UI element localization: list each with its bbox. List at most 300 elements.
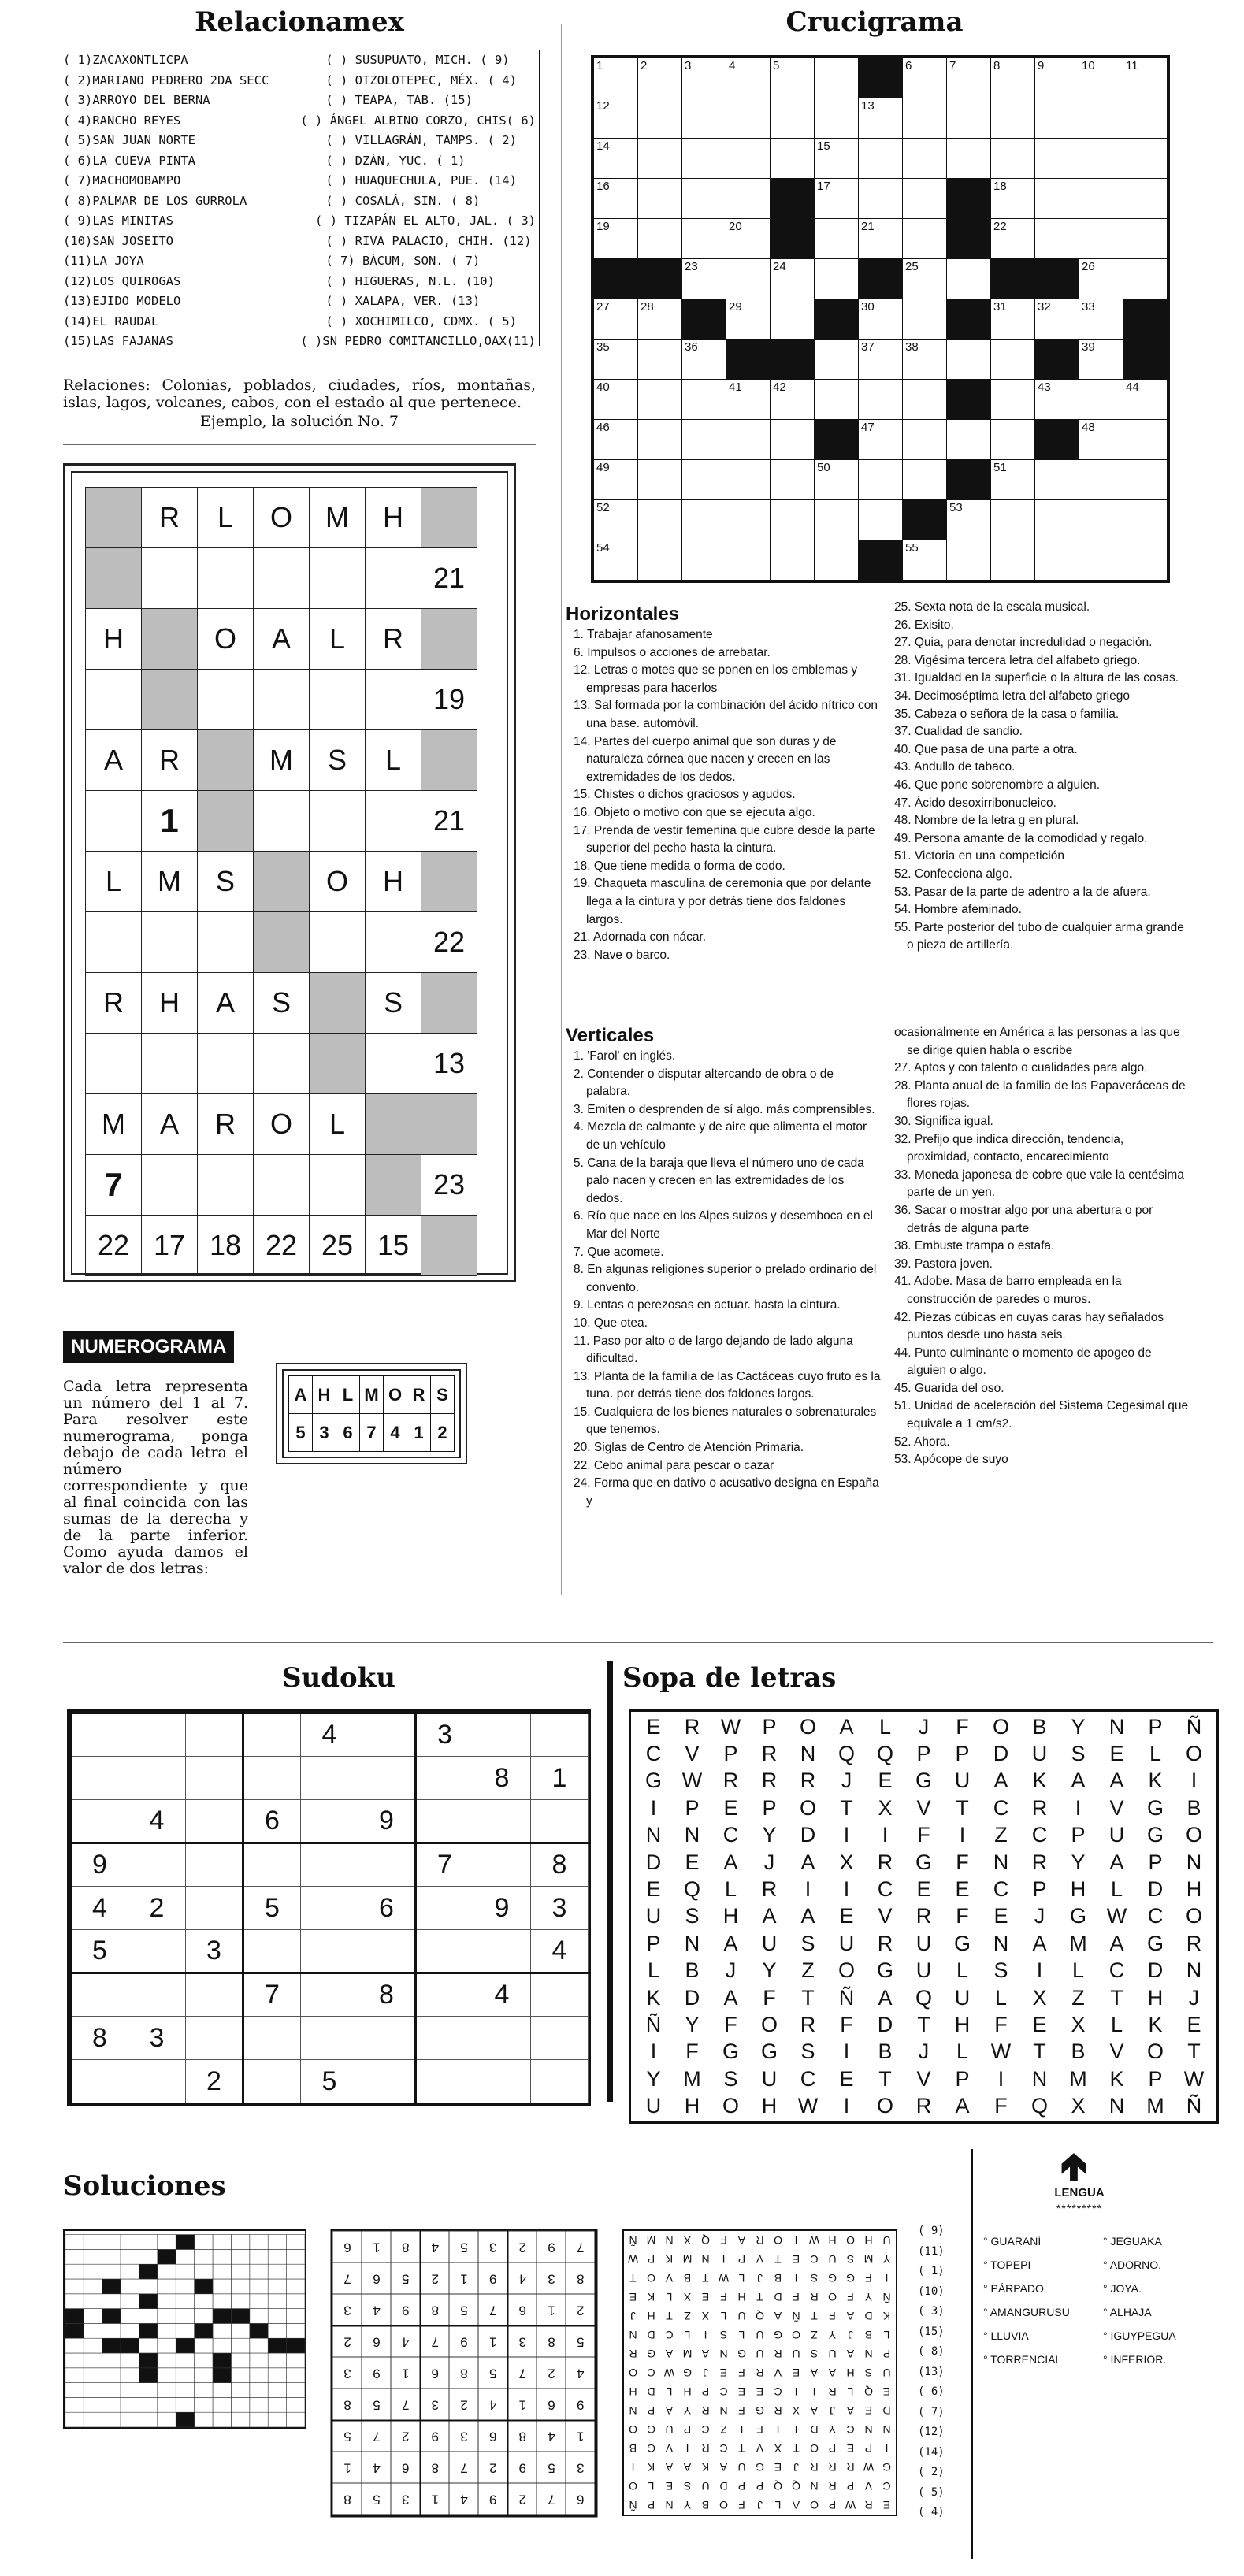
crossword-cell[interactable] (859, 380, 903, 420)
sudoku-cell[interactable] (71, 1800, 128, 1843)
sopa-letter[interactable]: F (994, 2012, 1008, 2036)
numerograma-cell[interactable]: A (142, 1094, 198, 1155)
crossword-cell[interactable]: 14 (594, 139, 638, 179)
sudoku-cell[interactable]: 1 (531, 1757, 589, 1800)
sopa-letter[interactable]: A (723, 1985, 738, 2010)
sudoku-cell[interactable]: 8 (531, 1843, 589, 1887)
sopa-letter[interactable]: O (1185, 1904, 1202, 1928)
sopa-letter[interactable]: N (1186, 1958, 1202, 1983)
sudoku-cell[interactable] (71, 1713, 128, 1757)
crossword-cell[interactable] (726, 98, 771, 139)
sopa-letter[interactable]: W (720, 1714, 741, 1739)
numerograma-cell[interactable] (366, 1155, 421, 1216)
sudoku-cell[interactable] (531, 2017, 589, 2060)
crossword-cell[interactable] (859, 460, 903, 500)
sudoku-cell[interactable] (301, 2017, 358, 2060)
sopa-letter[interactable]: V (878, 1904, 893, 1928)
crossword-cell[interactable] (859, 179, 903, 219)
sudoku-cell[interactable] (243, 1930, 301, 1973)
sudoku-cell[interactable]: 8 (358, 1973, 416, 2017)
sopa-letter[interactable]: H (1070, 1877, 1086, 1902)
sopa-letter[interactable]: U (645, 1904, 662, 1928)
sudoku-cell[interactable] (186, 1843, 243, 1887)
sopa-letter[interactable]: C (722, 1823, 739, 1847)
sudoku-cell[interactable] (358, 1757, 416, 1800)
sudoku-cell[interactable] (301, 1843, 358, 1887)
sopa-letter[interactable]: Ñ (1186, 2094, 1202, 2118)
sopa-letter[interactable]: T (956, 1795, 969, 1820)
crossword-cell[interactable] (1079, 98, 1123, 139)
numerograma-cell[interactable] (310, 670, 366, 730)
sudoku-cell[interactable] (301, 1800, 358, 1843)
crossword-cell[interactable]: 42 (771, 380, 815, 420)
crossword-cell[interactable] (1123, 420, 1168, 460)
sopa-letter[interactable]: Q (837, 1742, 855, 1766)
sudoku-cell[interactable]: 4 (301, 1713, 358, 1757)
crossword-cell[interactable] (991, 98, 1035, 139)
sudoku-cell[interactable] (128, 2060, 186, 2103)
sopa-letter[interactable]: N (1031, 2066, 1048, 2091)
sudoku-cell[interactable] (243, 2060, 301, 2103)
sopa-letter[interactable]: F (994, 2094, 1008, 2118)
sudoku-cell[interactable] (473, 1800, 531, 1843)
sopa-letter[interactable]: W (681, 1769, 703, 1793)
sudoku-cell[interactable] (128, 1843, 186, 1887)
sopa-letter[interactable]: G (1146, 1795, 1164, 1820)
sopa-letter[interactable]: G (1146, 1823, 1164, 1847)
numerograma-cell[interactable]: A (86, 730, 142, 791)
sopa-letter[interactable]: E (646, 1877, 661, 1902)
sopa-letter[interactable]: J (918, 1714, 930, 1739)
sopa-letter[interactable]: E (1186, 2012, 1201, 2036)
sopa-letter[interactable]: O (1185, 1823, 1202, 1847)
sudoku-cell[interactable]: 8 (71, 2017, 128, 2060)
crossword-cell[interactable]: 24 (771, 259, 815, 299)
sopa-letter[interactable]: I (959, 1823, 966, 1847)
crossword-cell[interactable] (726, 420, 771, 460)
sopa-letter[interactable]: P (955, 2066, 970, 2091)
crossword-cell[interactable] (815, 98, 859, 139)
sudoku-cell[interactable]: 7 (243, 1973, 301, 2017)
sopa-letter[interactable]: D (684, 1985, 700, 2010)
sudoku-cell[interactable] (358, 2017, 416, 2060)
sopa-letter[interactable]: R (1186, 1931, 1202, 1955)
sopa-letter[interactable]: N (800, 1742, 816, 1766)
crossword-cell[interactable]: 5 (771, 58, 815, 98)
sopa-letter[interactable]: P (646, 1931, 661, 1955)
crossword-cell[interactable] (903, 98, 947, 139)
numerograma-cell[interactable]: R (142, 730, 198, 791)
numerograma-cell[interactable] (198, 670, 254, 730)
sopa-letter[interactable]: H (761, 2094, 778, 2118)
sudoku-cell[interactable]: 5 (71, 1930, 128, 1973)
sopa-letter[interactable]: N (1108, 2094, 1125, 2118)
sudoku-cell[interactable] (71, 1973, 128, 2017)
sopa-letter[interactable]: L (1110, 1877, 1123, 1902)
numerograma-cell[interactable]: S (254, 973, 310, 1034)
crossword-cell[interactable]: 40 (594, 380, 638, 420)
crossword-cell[interactable] (815, 259, 859, 299)
numerograma-cell[interactable]: S (310, 730, 366, 791)
sopa-letter[interactable]: X (878, 1795, 893, 1820)
sopa-letter[interactable]: X (1071, 2012, 1086, 2036)
numerograma-cell[interactable]: O (310, 852, 366, 912)
numerograma-cell[interactable]: S (198, 852, 254, 912)
crossword-cell[interactable] (947, 420, 991, 460)
numerograma-cell[interactable]: L (86, 852, 142, 912)
sopa-letter[interactable]: E (1109, 1742, 1124, 1766)
sopa-letter[interactable]: Q (683, 1877, 700, 1902)
crossword-cell[interactable] (947, 179, 991, 219)
crossword-cell[interactable] (815, 340, 859, 380)
sopa-letter[interactable]: U (761, 2066, 778, 2091)
sopa-letter[interactable]: C (993, 1877, 1009, 1902)
sopa-letter[interactable]: T (840, 1795, 853, 1820)
sopa-letter[interactable]: E (723, 1795, 738, 1820)
crossword-cell[interactable] (947, 259, 991, 299)
crossword-cell[interactable] (991, 259, 1035, 299)
crossword-cell[interactable] (903, 500, 947, 540)
sopa-letter[interactable]: I (1075, 1795, 1082, 1820)
sudoku-cell[interactable] (416, 1973, 473, 2017)
numerograma-cell[interactable] (254, 912, 310, 973)
sopa-letter[interactable]: Z (801, 1958, 815, 1983)
sopa-letter[interactable]: L (1110, 2012, 1123, 2036)
crossword-cell[interactable] (638, 380, 682, 420)
sopa-letter[interactable]: F (917, 1823, 930, 1847)
sopa-letter[interactable]: Y (1071, 1714, 1086, 1739)
sudoku-cell[interactable] (531, 1973, 589, 2017)
numerograma-cell[interactable]: 25 (310, 1216, 366, 1276)
numerograma-cell[interactable] (310, 548, 366, 609)
numerograma-cell[interactable] (86, 1034, 142, 1094)
sopa-letter[interactable]: W (1183, 2066, 1205, 2091)
numerograma-cell[interactable] (86, 488, 142, 548)
sopa-letter[interactable]: R (877, 1931, 893, 1955)
sopa-letter[interactable]: A (800, 1850, 815, 1874)
numerograma-cell[interactable] (310, 1034, 366, 1094)
crossword-cell[interactable] (1035, 179, 1079, 219)
crossword-cell[interactable] (947, 540, 991, 581)
numerograma-cell[interactable]: M (142, 852, 198, 912)
sopa-letter[interactable]: J (1188, 1985, 1200, 2010)
sopa-letter[interactable]: A (723, 1931, 738, 1955)
sopa-letter[interactable]: U (1031, 1742, 1048, 1766)
crossword-cell[interactable]: 55 (903, 540, 947, 581)
sudoku-cell[interactable] (186, 1757, 243, 1800)
sopa-letter[interactable]: P (1148, 1850, 1163, 1874)
crossword-cell[interactable] (815, 420, 859, 460)
sudoku-cell[interactable] (301, 1973, 358, 2017)
sopa-letter[interactable]: M (1069, 1931, 1087, 1955)
crossword-cell[interactable] (771, 98, 815, 139)
sopa-letter[interactable]: G (953, 1931, 971, 1955)
sudoku-cell[interactable]: 2 (186, 2060, 243, 2103)
sopa-letter[interactable]: U (761, 1931, 778, 1955)
sopa-letter[interactable]: Y (685, 2012, 700, 2036)
crossword-cell[interactable] (638, 139, 682, 179)
sopa-letter[interactable]: A (839, 1714, 854, 1739)
sopa-letter[interactable]: X (839, 1850, 854, 1874)
sudoku-cell[interactable]: 4 (531, 1930, 589, 1973)
sopa-letter[interactable]: Ñ (645, 2012, 662, 2036)
sopa-letter[interactable]: P (955, 1742, 970, 1766)
crossword-cell[interactable]: 26 (1079, 259, 1123, 299)
sopa-letter[interactable]: E (839, 2066, 854, 2091)
crossword-cell[interactable]: 18 (991, 179, 1035, 219)
sopa-letter[interactable]: R (800, 2012, 816, 2036)
crossword-cell[interactable] (991, 380, 1035, 420)
sudoku-cell[interactable]: 3 (128, 2017, 186, 2060)
sudoku-cell[interactable] (358, 1930, 416, 1973)
numerograma-cell[interactable]: H (366, 488, 421, 548)
sopa-letter[interactable]: S (800, 1931, 815, 1955)
sopa-letter[interactable]: T (801, 1985, 815, 2010)
sudoku-cell[interactable] (186, 1887, 243, 1930)
sopa-letter[interactable]: D (993, 1742, 1009, 1766)
crossword-cell[interactable] (903, 460, 947, 500)
crossword-cell[interactable] (903, 139, 947, 179)
crossword-cell[interactable] (859, 259, 903, 299)
crossword-cell[interactable] (1079, 219, 1123, 259)
sudoku-cell[interactable] (301, 1887, 358, 1930)
crossword-cell[interactable] (726, 340, 771, 380)
numerograma-cell[interactable]: L (366, 730, 421, 791)
crossword-cell[interactable] (947, 299, 991, 340)
crossword-cell[interactable] (726, 540, 771, 581)
crossword-cell[interactable] (1123, 340, 1168, 380)
crossword-cell[interactable] (859, 58, 903, 98)
crossword-cell[interactable] (638, 460, 682, 500)
sopa-letter[interactable]: K (646, 1985, 661, 2010)
crossword-cell[interactable] (771, 500, 815, 540)
sopa-letter[interactable]: L (956, 2040, 969, 2064)
sopa-letter[interactable]: A (993, 1769, 1008, 1793)
crossword-cell[interactable]: 22 (991, 219, 1035, 259)
sudoku-cell[interactable]: 9 (358, 1800, 416, 1843)
sopa-letter[interactable]: F (956, 1904, 969, 1928)
sudoku-cell[interactable] (416, 2060, 473, 2103)
crossword-cell[interactable]: 20 (726, 219, 771, 259)
numerograma-cell[interactable] (421, 730, 477, 791)
crossword-cell[interactable] (859, 500, 903, 540)
sopa-letter[interactable]: K (1148, 1769, 1163, 1793)
sudoku-cell[interactable] (473, 2060, 531, 2103)
crossword-cell[interactable] (947, 340, 991, 380)
crossword-cell[interactable]: 4 (726, 58, 771, 98)
sudoku-cell[interactable] (358, 2060, 416, 2103)
numerograma-cell[interactable] (366, 791, 421, 852)
crossword-cell[interactable] (815, 299, 859, 340)
sopa-letter[interactable]: O (722, 2094, 739, 2118)
sudoku-cell[interactable] (186, 2017, 243, 2060)
sopa-letter[interactable]: C (1108, 1958, 1125, 1983)
sopa-letter[interactable]: G (644, 1769, 662, 1793)
sopa-letter[interactable]: I (804, 1877, 811, 1902)
crossword-cell[interactable] (638, 500, 682, 540)
sudoku-cell[interactable] (243, 1757, 301, 1800)
sudoku-cell[interactable] (128, 1757, 186, 1800)
crossword-cell[interactable] (682, 139, 726, 179)
sopa-letter[interactable]: J (763, 1850, 775, 1874)
crossword-cell[interactable]: 29 (726, 299, 771, 340)
sopa-letter[interactable]: E (1032, 2012, 1047, 2036)
sopa-letter[interactable]: A (955, 2094, 970, 2118)
sopa-letter[interactable]: N (1108, 1714, 1125, 1739)
crossword-cell[interactable] (1079, 139, 1123, 179)
sopa-letter[interactable]: P (1071, 1823, 1086, 1847)
sopa-letter[interactable]: V (1109, 1795, 1124, 1820)
sopa-letter[interactable]: P (1032, 1877, 1047, 1902)
crossword-cell[interactable] (991, 540, 1035, 581)
crossword-cell[interactable] (726, 460, 771, 500)
crossword-cell[interactable] (1035, 420, 1079, 460)
crossword-cell[interactable]: 37 (859, 340, 903, 380)
crossword-cell[interactable] (947, 380, 991, 420)
sopa-letter[interactable]: R (761, 1742, 778, 1766)
numerograma-cell[interactable]: 7 (86, 1155, 142, 1216)
numerograma-cell[interactable] (254, 852, 310, 912)
numerograma-cell[interactable]: M (86, 1094, 142, 1155)
sopa-letter[interactable]: V (916, 2066, 931, 2091)
sopa-letter[interactable]: Y (762, 1958, 777, 1983)
crossword-cell[interactable] (638, 340, 682, 380)
crossword-cell[interactable]: 49 (594, 460, 638, 500)
crossword-cell[interactable]: 32 (1035, 299, 1079, 340)
sopa-letter[interactable]: W (1106, 1904, 1127, 1928)
sopa-letter[interactable]: A (800, 1904, 815, 1928)
sudoku-cell[interactable]: 4 (128, 1800, 186, 1843)
sopa-letter[interactable]: R (1031, 1850, 1048, 1874)
sopa-letter[interactable]: E (646, 1714, 661, 1739)
crossword-cell[interactable] (638, 98, 682, 139)
numerograma-cell[interactable] (142, 912, 198, 973)
sopa-letter[interactable]: T (1187, 2040, 1201, 2064)
numerograma-cell[interactable] (366, 670, 421, 730)
sopa-letter[interactable]: Y (762, 1823, 777, 1847)
sopa-letter[interactable]: F (956, 1714, 969, 1739)
sopa-letter[interactable]: R (722, 1769, 739, 1793)
crossword-cell[interactable]: 50 (815, 460, 859, 500)
sopa-letter[interactable]: P (916, 1742, 931, 1766)
numerograma-cell[interactable] (254, 670, 310, 730)
sudoku-cell[interactable] (186, 1800, 243, 1843)
crossword-cell[interactable] (991, 340, 1035, 380)
crossword-cell[interactable] (771, 139, 815, 179)
crossword-cell[interactable] (1079, 380, 1123, 420)
sopa-letter[interactable]: P (762, 1714, 777, 1739)
numerograma-cell[interactable] (366, 1094, 421, 1155)
sudoku-cell[interactable] (531, 2060, 589, 2103)
sopa-letter[interactable]: O (799, 1795, 816, 1820)
crossword-cell[interactable] (682, 540, 726, 581)
sopa-letter[interactable]: J (918, 2040, 930, 2064)
sopa-letter[interactable]: N (684, 1931, 700, 1955)
sudoku-cell[interactable]: 3 (531, 1887, 589, 1930)
crossword-cell[interactable] (947, 219, 991, 259)
sudoku-cell[interactable] (416, 1800, 473, 1843)
sudoku-cell[interactable] (416, 1757, 473, 1800)
crossword-cell[interactable] (815, 500, 859, 540)
sopa-letter[interactable]: V (1109, 2040, 1124, 2064)
sudoku-cell[interactable]: 4 (473, 1973, 531, 2017)
sopa-letter[interactable]: C (877, 1877, 893, 1902)
sopa-letter[interactable]: N (993, 1931, 1009, 1955)
crossword-cell[interactable] (991, 139, 1035, 179)
crossword-cell[interactable] (771, 299, 815, 340)
sopa-letter[interactable]: I (882, 1823, 889, 1847)
sudoku-cell[interactable] (358, 1843, 416, 1887)
sopa-letter[interactable]: Y (646, 2066, 661, 2091)
numerograma-cell[interactable] (86, 548, 142, 609)
crossword-cell[interactable] (903, 179, 947, 219)
sopa-letter[interactable]: Z (1071, 1985, 1085, 2010)
sopa-letter[interactable]: M (1146, 2094, 1164, 2118)
sopa-letter[interactable]: O (760, 2012, 778, 2036)
sudoku-cell[interactable] (416, 1887, 473, 1930)
crossword-cell[interactable]: 23 (682, 259, 726, 299)
sudoku-cell[interactable] (301, 1757, 358, 1800)
sopa-letter[interactable]: A (1109, 1850, 1124, 1874)
sopa-letter[interactable]: A (1109, 1931, 1124, 1955)
crossword-cell[interactable] (771, 460, 815, 500)
sudoku-cell[interactable] (186, 1973, 243, 2017)
crossword-cell[interactable] (771, 219, 815, 259)
sopa-letter[interactable]: Ñ (1186, 1714, 1202, 1739)
numerograma-cell[interactable]: 15 (366, 1216, 421, 1276)
sopa-letter[interactable]: B (1032, 1714, 1047, 1739)
sopa-letter[interactable]: F (956, 1850, 969, 1874)
crossword-cell[interactable] (1079, 500, 1123, 540)
numerograma-cell[interactable] (254, 1155, 310, 1216)
crossword-cell[interactable]: 38 (903, 340, 947, 380)
sopa-letter[interactable]: I (1190, 1769, 1198, 1793)
sopa-letter[interactable]: N (1186, 1850, 1202, 1874)
sudoku-cell[interactable]: 6 (358, 1887, 416, 1930)
crossword-cell[interactable]: 13 (859, 98, 903, 139)
numerograma-cell[interactable] (142, 609, 198, 670)
numerograma-cell[interactable]: 22 (421, 912, 477, 973)
sopa-letter[interactable]: H (1186, 1877, 1202, 1902)
crossword-cell[interactable] (638, 219, 682, 259)
crossword-cell[interactable] (638, 540, 682, 581)
sopa-letter[interactable]: G (876, 1958, 893, 1983)
crossword-cell[interactable]: 48 (1079, 420, 1123, 460)
sopa-letter[interactable]: V (916, 1795, 931, 1820)
sopa-letter[interactable]: S (993, 1958, 1008, 1983)
sopa-letter[interactable]: J (841, 1769, 852, 1793)
sopa-letter[interactable]: D (800, 1823, 816, 1847)
crossword-cell[interactable]: 35 (594, 340, 638, 380)
sudoku-cell[interactable] (243, 1713, 301, 1757)
numerograma-cell[interactable] (310, 791, 366, 852)
sopa-letter[interactable]: D (877, 2012, 893, 2036)
sopa-letter[interactable]: L (647, 1958, 660, 1983)
numerograma-cell[interactable]: M (310, 488, 366, 548)
sopa-letter[interactable]: E (878, 1769, 893, 1793)
crossword-cell[interactable] (1123, 139, 1168, 179)
numerograma-cell[interactable] (421, 609, 477, 670)
sudoku-cell[interactable] (71, 1757, 128, 1800)
sopa-letter[interactable]: C (1031, 1823, 1048, 1847)
crossword-cell[interactable] (682, 179, 726, 219)
sopa-letter[interactable]: E (993, 1904, 1008, 1928)
crossword-cell[interactable] (771, 340, 815, 380)
crossword-cell[interactable] (771, 540, 815, 581)
crossword-cell[interactable] (1123, 98, 1168, 139)
sopa-letter[interactable]: U (1108, 1823, 1125, 1847)
sudoku-cell[interactable] (186, 1713, 243, 1757)
